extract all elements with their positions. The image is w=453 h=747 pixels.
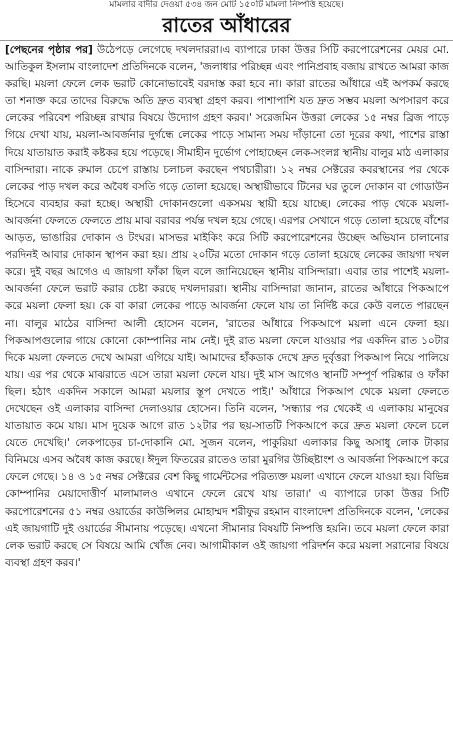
article-body-text: উঠেপড়ে লেগেছে দখলদাররা।এ ব্যাপারে ঢাকা উত্তর সিটি করপোরেশনের মেয়র মো. আতিকুল ইসলাম বাংলাদেশ প্রতিদিনকে বলেন, 'জলাধার পরিচ্ছন্ন এবং পানিপ্রবাহ বজায় রাখতে আমরা কাজ করছি। ময়লা ফেলে লেক ভরাট কোনোভাবেই বরদাস্ত করা হবে না। কারা রাতের আঁধারে এই অপকর্ম করছে তা শনাক্ত করে তাদের বিরুদ্ধে অতি দ্রুত ব্যবস্থা গ্রহণ করব। পাশাপাশি যত দ্রুত সম্ভব ময়লা অপসারণ করে লেকের পরিবেশ পরিচ্ছন্ন রাখার বিষয়ে উদ্যোগ গ্রহণ করব।' সরেজমিন উত্তরা লেকের ১৫ নম্বর ব্রিজ পাড়ে গিয়ে দেখা যায়, ময়লা-আবর্জনার দুর্গন্ধে লেকের পাড়ে সামান্য সময় দাঁড়ানো তো দূরের কথা, পাশের রাস্তা দিয়ে যাতায়াত করাই কষ্টকর হয়ে পড়েছে। সীমাহীন দুর্ভোগ পোহাচ্ছেন লেক-সংলগ্ন স্থানীয় বালুর মাঠ এলাকার বাসিন্দারা। নাকে রুমাল চেপে রাস্তায় চলাচল করছেন পথচারীরা। ১২ নম্বর সেক্টরের কবরস্থানের পর থেকে লেকের পাড় দখল করে অবৈধ বসতি গড়ে তোলা হয়েছে। অস্থায়ীভাবে টিনের ঘর তুলে দোকান বা গোডাউন হিসেবে ব্যবহার করা হচ্ছে। অস্থায়ী দোকানগুলো একসময় স্থায়ী হয়ে যাচ্ছে। লেকের পাড় থেকে ময়লা-আবর্জনা ফেলতে ফেলতে প্রায় মাঝ বরাবর পর্যন্ত দখল হয়ে গেছে। এরপর সেখানে গড়ে তোলা হয়েছে বাঁশের আড়ত, ভাঙারির দোকান ও টংঘর। মাসভর মাইকিং করে সিটি করপোরেশনের উচ্ছেদ অভিযান চালানোর পরদিনই আবার দোকান স্থাপন করা হয়। প্রায় ২০টির মতো দোকান গড়ে তোলা হয়েছে লেকের জায়গা দখল করে। দুই বছর আগেও এ জায়গা ফাঁকা ছিল বলে জানিয়েছেন স্থানীয় বাসিন্দারা। এবার তার পাশেই ময়লা-আবর্জনা ফেলে ভরাট করার চেষ্টা করছে দখলদাররা। স্থানীয় বাসিন্দারা জানান, রাতের আঁধারে পিকআপে করে ময়লা ফেলা হয়। কে বা কারা লেকের পাড়ে আবর্জনা ফেলে যায় তা নির্দিষ্ট করে কেউ বলতে পারছেন না। বালুর মাঠের বাসিন্দা আলী হোসেন বলেন, 'রাতের আঁধারে পিকআপে ময়লা এনে ফেলা হয়। পিকআপগুলোর গায়ে কোনো কোম্পানির নাম নেই। দুই রাত ময়লা ফেলে যাওয়ার পর একদিন রাত ১০টার দিকে ময়লা ফেলতে দেখে আমরা এগিয়ে যাই। আমাদের হাঁকডাক দেখে দ্রুত দুর্বৃত্তরা পিকআপ নিয়ে পালিয়ে যায়। এর পর থেকে মাঝরাতে এসে তারা ময়লা ফেলে যায়। দুই মাস আগেও স্থানটি সম্পূর্ণ পরিষ্কার ও ফাঁকা ছিল। হঠাৎ একদিন সকালে আমরা ময়লার স্তূপ দেখতে পাই।' আঁধারে পিকআপ থেকে ময়লা ফেলতে দেখেছেন ওই এলাকার বাসিন্দা দেলাওয়ার হোসেন। তিনি বলেন, 'সন্ধ্যার পর থেকেই এ এলাকায় মানুষের যাতায়াত কমে যায়। মাস দুয়েক আগে রাত ১২টার পর ছয়-সাতটি পিকআপে করে দ্রুত ময়লা ফেলে চলে যেতে দেখেছি।' লেকপাড়ের চা-দোকানি মো. সুজন বলেন, পাকুরিয়া এলাকার কিছু অসাধু লোক টাকার বিনিময়ে এসব অবৈধ কাজ করছে। ঈদুল ফিতরের রাতেও তারা মুরগির উচ্ছিষ্টাংশ ও আবর্জনা পিকআপে করে ফেলে গেছে। ১৪ ও ১৫ নম্বর সেক্টরের বেশ কিছু গার্মেন্টসের পরিত্যক্ত ময়লা এখানে ফেলে যাওয়া হয়। বিভিন্ন কোম্পানির মেয়াদোত্তীর্ণ মালামালও এখানে ফেলে রেখে যায় তারা।' এ ব্যাপারে ঢাকা উত্তর সিটি করপোরেশনের ৫১ নম্বর ওয়ার্ডের কাউন্সিলর মোহাম্মদ শরীফুর রহমান বাংলাদেশ প্রতিদিনকে বলেন, 'লেকের এই জায়গাটি দুই ওয়ার্ডের সীমানায় পড়েছে। এখনো সীমানার বিষয়টি নিষ্পত্তি হয়নি। তবে ময়লা ফেলে কারা লেক ভরাট করছে সে বিষয়ে আমি খোঁজ নেব। আগামীকাল ওই জায়গা পরিদর্শন করে ময়লা সরানোর বিষয়ে ব্যবস্থা গ্রহণ করব।' bbox=[5, 44, 449, 569]
article-body bbox=[5, 42, 449, 744]
continued-from-label: [পেছনের পৃষ্ঠার পর] bbox=[5, 44, 93, 56]
article-headline: রাতের আঁধারের bbox=[152, 12, 300, 38]
headline-container bbox=[0, 10, 453, 40]
previous-article-tail: মামলার বাদীর দেওয়া ৫৩৪ জন মোট ১৫০টি মামলা নিষ্পত্তি হয়েছে। bbox=[109, 0, 344, 10]
headline-rule bbox=[0, 40, 453, 41]
